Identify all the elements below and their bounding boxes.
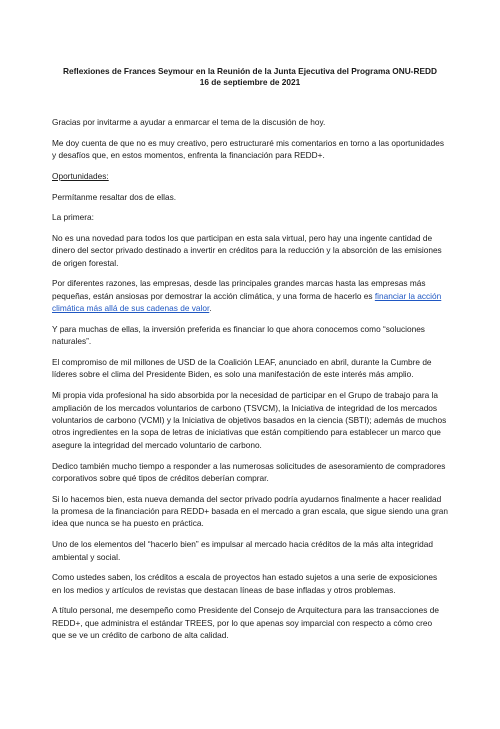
paragraph-text: Por diferentes razones, las empresas, desde las principales grandes marcas hasta las empresas más pequeñas, están ansiosas por demostrar la acción climática, y una forma de hacerlo es bbox=[52, 278, 426, 301]
paragraph: A título personal, me desempeño como Presidente del Consejo de Arquitectura para las transacciones de REDD+, que administra el estándar TREES, por lo que apenas soy imparcial con respecto a cómo creo que se ve un crédito de carbono de alta calidad. bbox=[52, 605, 439, 641]
paragraph: No es una novedad para todos los que participan en esta sala virtual, pero hay una ingente cantidad de dinero del sector privado destinado a invertir en créditos para la reducción y la absorción de las emisiones de origen forestal. bbox=[52, 232, 442, 268]
document-body bbox=[52, 116, 448, 642]
title-date: 16 de septiembre de 2021 bbox=[199, 77, 301, 87]
paragraph: Permítanme resaltar dos de ellas. bbox=[52, 191, 177, 202]
paragraph-with-link bbox=[52, 277, 448, 314]
paragraph: Mi propia vida profesional ha sido absorbida por la necesidad de participar en el Grupo de trabajo para la ampliación de los mercados voluntarios de carbono (TSVCM), la Iniciativa de integridad de los mercados voluntarios de carbono (VCMI) y la Iniciativa de objetivos basados en la ciencia (SBTI); además de muchos otros ingredientes en la sopa de letras de iniciativas que están compitiendo para establecer un marco que asegure la integridad del mercado voluntario de carbono. bbox=[52, 390, 447, 450]
paragraph: Dedico también mucho tiempo a responder a las numerosas solicitudes de asesoramiento de compradores corporativos sobre qué tipos de créditos deberían comprar. bbox=[52, 460, 446, 483]
paragraph: Si lo hacemos bien, esta nueva demanda del sector privado podría ayudarnos finalmente a hacer realidad la promesa de la financiación para REDD+ basada en el mercado a gran escala, que sigue siendo una gran idea que nunca se ha puesto en práctica. bbox=[52, 493, 448, 529]
paragraph: El compromiso de mil millones de USD de la Coalición LEAF, anunciado en abril, durante la Cumbre de líderes sobre el clima del Presidente Biden, es solo una manifestación de este interés más amplio. bbox=[52, 357, 432, 380]
paragraph: Como ustedes saben, los créditos a escala de proyectos han estado sujetos a una serie de exposiciones en los medios y artículos de revistas que destacan líneas de base infladas y otros problemas. bbox=[52, 572, 438, 595]
title-line-1: Reflexiones de Frances Seymour en la Reunión de la Junta Ejecutiva del Programa ONU-REDD bbox=[63, 66, 437, 76]
paragraph: Me doy cuenta de que no es muy creativo, pero estructuraré mis comentarios en torno a las oportunidades y desafíos que, en estos momentos, enfrenta la financiación para REDD+. bbox=[52, 137, 445, 161]
document-title bbox=[52, 66, 448, 88]
climate-finance-link[interactable]: financiar la acción climática más allá de sus cadenas de valor bbox=[52, 290, 442, 314]
section-heading-opportunities: Oportunidades: bbox=[52, 170, 109, 181]
paragraph: Gracias por invitarme a ayudar a enmarcar el tema de la discusión de hoy. bbox=[52, 117, 326, 127]
paragraph: La primera: bbox=[52, 212, 94, 223]
paragraph-text: . bbox=[209, 303, 212, 314]
paragraph: Uno de los elementos del “hacerlo bien” es impulsar al mercado hacia créditos de la más alta integridad ambiental y social. bbox=[52, 539, 433, 562]
paragraph: Y para muchas de ellas, la inversión preferida es financiar lo que ahora conocemos como “soluciones naturales”. bbox=[52, 323, 425, 347]
